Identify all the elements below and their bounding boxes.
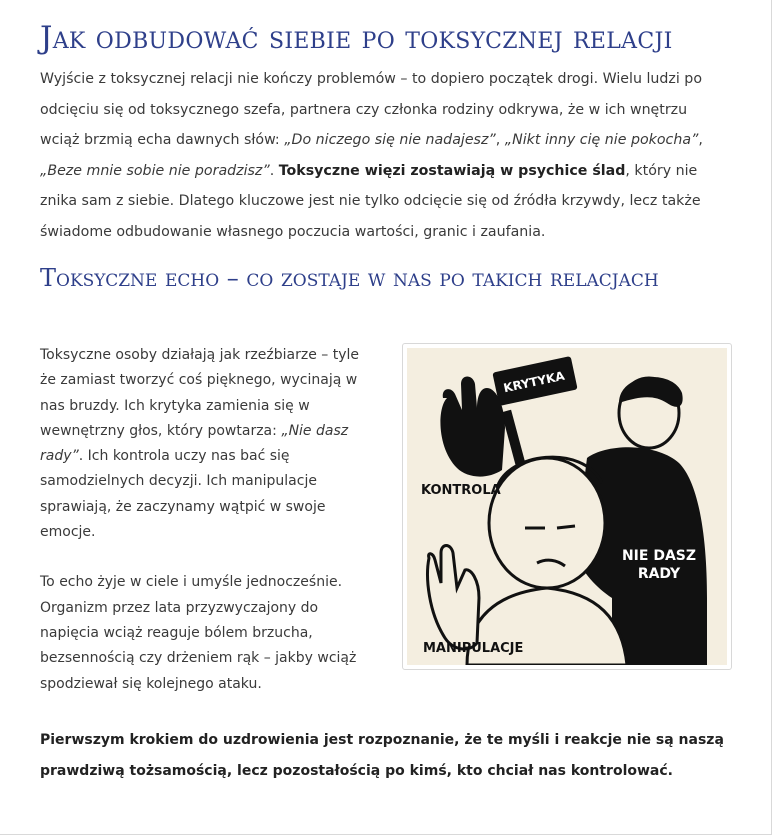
- paragraph-1-quote: „Nie dasz rady”: [40, 422, 349, 465]
- closing-paragraph: Pierwszym krokiem do uzdrowienia jest rozpoznanie, że te myśli i reakcje nie są naszą prawdziwą tożsamością, lecz pozostałością po kimś, kto chciał nas kontrolować.: [40, 732, 724, 779]
- intro-text-1: Wyjście z toksycznej relacji nie kończy problemów – to dopiero początek drogi. Wielu ludzi po odcięciu się od toksycznego szefa, partnera czy członka rodziny odkrywa, że w ich wnętrzu wciąż brzmią echa dawnych słów:: [40, 71, 702, 148]
- intro-bold-statement: Toksyczne więzi zostawiają w psychice ślad: [278, 162, 626, 179]
- intro-quote-1: „Do niczego się nie nadajesz”: [284, 132, 496, 148]
- intro-separator-1: ,: [495, 132, 505, 148]
- label-glove: KONTROLA: [421, 483, 501, 498]
- figure-head: [489, 458, 605, 588]
- label-hand: MANIPULACJE: [423, 641, 524, 656]
- section-text-column: [40, 343, 362, 697]
- intro-separator-2: ,: [698, 132, 703, 148]
- intro-text-2: , który nie znika sam z siebie. Dlatego kluczowe jest nie tylko odcięcie się od źródła krzywdy, lecz także świadome odbudowanie własnego poczucia wartości, granic i zaufania.: [40, 162, 701, 240]
- page-title: Jak odbudować siebie po toksycznej relacji: [40, 20, 673, 56]
- section-paragraph-2: To echo żyje w ciele i umyśle jednocześnie. Organizm przez lata przyzwyczajony do napięcia wciąż reaguje bólem brzucha, bezsennością czy drżeniem rąk – jakby wciąż spodziewał się kolejnego ataku.: [40, 574, 357, 692]
- paragraph-1-text-1: Toksyczne osoby działają jak rzeźbiarze – tyle że zamiast tworzyć coś pięknego, wycinają w nas bruzdy. Ich krytyka zamienia się w wewnętrzny głos, który powtarza:: [40, 347, 359, 439]
- intro-paragraph: [40, 64, 730, 247]
- illustration-figure: [402, 343, 732, 670]
- label-hammer: KRYTYKA: [502, 368, 566, 396]
- paragraph-1-text-2: . Ich kontrola uczy nas bać się samodzielnych decyzji. Ich manipulacje sprawiają, że zaczynamy wątpić w swoje emocje.: [40, 448, 326, 541]
- intro-separator-3: .: [269, 162, 279, 179]
- intro-quote-2: „Nikt inny cię nie pokocha”: [504, 132, 699, 148]
- section-heading: Toksyczne echo – co zostaje w nas po takich relacjach: [40, 264, 659, 292]
- intro-quote-3: „Beze mnie sobie nie poradzisz”: [40, 162, 270, 179]
- illustration-image: [407, 348, 727, 665]
- label-shirt-line-2: RADY: [637, 566, 681, 582]
- label-shirt-line-1: NIE DASZ: [621, 548, 697, 564]
- section-paragraph-1: [40, 343, 362, 545]
